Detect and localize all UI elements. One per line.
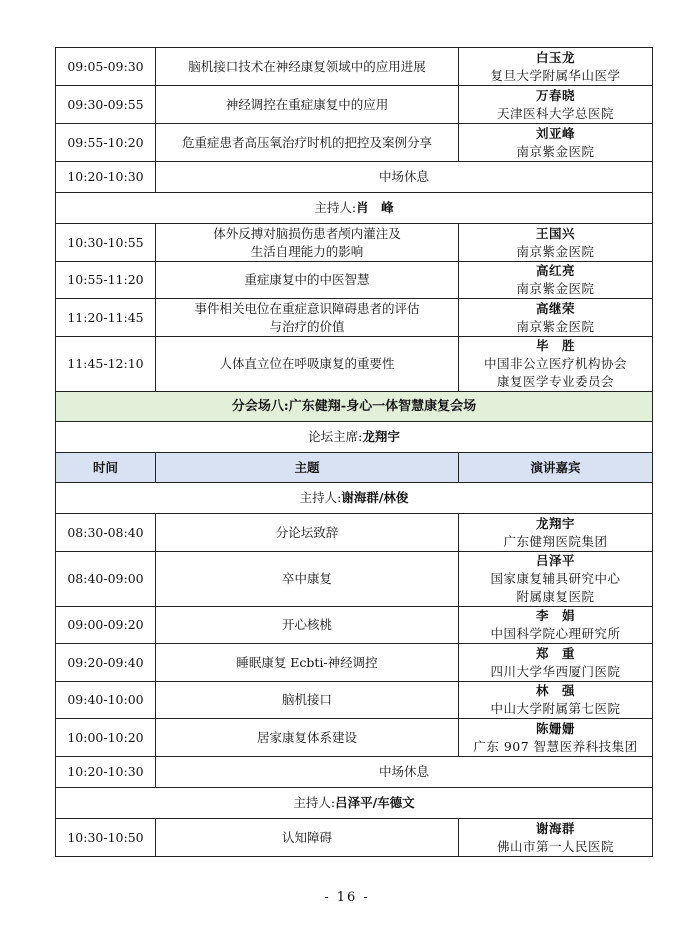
- speaker-org: 天津医科大学总医院: [496, 105, 614, 121]
- host-row: [56, 788, 653, 819]
- table-row: [56, 514, 653, 552]
- schedule-table: [55, 47, 653, 857]
- break-row: [56, 162, 653, 193]
- page-number: - 16 -: [324, 890, 370, 905]
- table-row: [56, 552, 653, 607]
- session-topic: 认知障碍: [156, 819, 459, 857]
- chair-row: [56, 422, 653, 453]
- break-label: 中场休息: [156, 162, 653, 193]
- session-topic: 睡眠康复 Ecbti-神经调控: [156, 644, 459, 682]
- speaker-org: 南京紫金医院: [516, 318, 595, 334]
- session-time: 09:00-09:20: [56, 607, 156, 644]
- session-topic: 危重症患者高压氧治疗时机的把控及案例分享: [156, 124, 459, 162]
- session-time: 09:40-10:00: [56, 682, 156, 719]
- session-topic: [156, 299, 459, 337]
- table-row: [56, 48, 653, 86]
- session-topic: 分论坛致辞: [156, 514, 459, 552]
- speaker-cell: [459, 86, 653, 124]
- session-time: 10:30-10:55: [56, 224, 156, 262]
- header-row: [56, 453, 653, 483]
- speaker-cell: [459, 337, 653, 392]
- speaker-org: 佛山市第一人民医院: [496, 838, 614, 854]
- table-row: [56, 86, 653, 124]
- session-time: 08:30-08:40: [56, 514, 156, 552]
- speaker-cell: [459, 262, 653, 299]
- topic-line: 生活自理能力的影响: [250, 243, 364, 259]
- speaker-cell: [459, 644, 653, 682]
- chair-label: 论坛主席:: [308, 429, 363, 444]
- speaker-name: 高继荣: [535, 300, 575, 316]
- session-time: 10:55-11:20: [56, 262, 156, 299]
- table-row: [56, 224, 653, 262]
- session-topic: 神经调控在重症康复中的应用: [156, 86, 459, 124]
- speaker-name: 高红亮: [535, 263, 575, 278]
- session-time: 09:30-09:55: [56, 86, 156, 124]
- speaker-name: 郑 重: [535, 645, 575, 661]
- session-topic: [156, 337, 459, 392]
- speaker-cell: [459, 719, 653, 757]
- speaker-org: 国家康复辅具研究中心: [490, 571, 621, 586]
- topic-line: 重症康复中的中医智慧: [244, 272, 370, 287]
- speaker-org: 广东 907 智慧医养科技集团: [473, 738, 638, 754]
- session-topic: 开心核桃: [156, 607, 459, 644]
- header-speaker: 演讲嘉宾: [459, 453, 653, 483]
- break-row: [56, 757, 653, 788]
- host-name: 谢海群/林俊: [341, 490, 409, 505]
- table-row: [56, 299, 653, 337]
- speaker-org: 中山大学附属第七医院: [490, 701, 621, 716]
- speaker-name: 王国兴: [535, 225, 575, 241]
- host-cell: [56, 788, 653, 819]
- host-row: [56, 193, 653, 224]
- speaker-name: 龙翔宇: [535, 515, 575, 531]
- break-label: 中场休息: [156, 757, 653, 788]
- speaker-name: 万春晓: [535, 87, 575, 103]
- table-row: [56, 719, 653, 757]
- speaker-org: 复旦大学附属华山医学: [490, 67, 621, 83]
- session-topic: [156, 224, 459, 262]
- speaker-cell: [459, 124, 653, 162]
- host-name: 肖 峰: [356, 200, 394, 215]
- speaker-org: 南京紫金医院: [516, 243, 595, 259]
- speaker-cell: [459, 48, 653, 86]
- session-time: 11:45-12:10: [56, 337, 156, 392]
- session-time: 09:55-10:20: [56, 124, 156, 162]
- session-time: 10:00-10:20: [56, 719, 156, 757]
- table-row: [56, 819, 653, 857]
- speaker-org: 康复医学专业委员会: [496, 374, 614, 389]
- speaker-cell: [459, 552, 653, 607]
- speaker-org: 南京紫金医院: [516, 281, 595, 296]
- topic-line: 事件相关电位在重症意识障碍患者的评估: [194, 300, 420, 316]
- host-label: 主持人:: [314, 200, 357, 215]
- session-time: 08:40-09:00: [56, 552, 156, 607]
- chair-cell: [56, 422, 653, 453]
- topic-line: 与治疗的价值: [269, 318, 345, 334]
- speaker-org: 中国非公立医疗机构协会: [483, 356, 627, 371]
- break-time: 10:20-10:30: [56, 162, 156, 193]
- session-topic: 脑机接口技术在神经康复领域中的应用进展: [156, 48, 459, 86]
- session-topic: 脑机接口: [156, 682, 459, 719]
- speaker-org: 南京紫金医院: [516, 143, 595, 159]
- speaker-name: 白玉龙: [535, 49, 575, 65]
- table-row: [56, 644, 653, 682]
- topic-line: 体外反搏对脑损伤患者颅内灌注及: [213, 225, 401, 241]
- section-row: [56, 392, 653, 422]
- speaker-org: 附属康复医院: [516, 589, 595, 604]
- table-row: [56, 337, 653, 392]
- host-label: 主持人:: [293, 795, 336, 810]
- break-time: 10:20-10:30: [56, 757, 156, 788]
- session-topic: 卒中康复: [156, 552, 459, 607]
- host-cell: [56, 483, 653, 514]
- speaker-cell: [459, 299, 653, 337]
- table-row: [56, 262, 653, 299]
- table-row: [56, 682, 653, 719]
- session-time: 09:20-09:40: [56, 644, 156, 682]
- section-title: 分会场八:广东健翔-身心一体智慧康复会场: [56, 392, 653, 422]
- session-topic: 居家康复体系建设: [156, 719, 459, 757]
- session-time: 10:30-10:50: [56, 819, 156, 857]
- host-label: 主持人:: [299, 490, 342, 505]
- host-name: 吕泽平/车德文: [335, 795, 415, 810]
- speaker-name: 李 娟: [535, 608, 575, 623]
- speaker-cell: [459, 514, 653, 552]
- topic-line: 人体直立位在呼吸康复的重要性: [219, 356, 395, 371]
- speaker-org: 四川大学华西厦门医院: [490, 663, 621, 679]
- session-time: 09:05-09:30: [56, 48, 156, 86]
- host-row: [56, 483, 653, 514]
- speaker-name: 谢海群: [535, 820, 575, 836]
- header-time: 时间: [56, 453, 156, 483]
- session-topic: [156, 262, 459, 299]
- speaker-name: 毕 胜: [535, 338, 575, 353]
- table-row: [56, 607, 653, 644]
- table-row: [56, 124, 653, 162]
- speaker-org: 中国科学院心理研究所: [490, 626, 621, 641]
- host-cell: [56, 193, 653, 224]
- speaker-cell: [459, 682, 653, 719]
- speaker-cell: [459, 224, 653, 262]
- speaker-name: 陈姗姗: [535, 720, 575, 736]
- speaker-cell: [459, 819, 653, 857]
- session-time: 11:20-11:45: [56, 299, 156, 337]
- speaker-org: 广东健翔医院集团: [503, 533, 608, 549]
- speaker-name: 林 强: [535, 683, 575, 698]
- speaker-name: 吕泽平: [535, 553, 575, 568]
- speaker-name: 刘亚峰: [535, 125, 575, 141]
- header-topic: 主题: [156, 453, 459, 483]
- chair-name: 龙翔宇: [362, 429, 400, 444]
- speaker-cell: [459, 607, 653, 644]
